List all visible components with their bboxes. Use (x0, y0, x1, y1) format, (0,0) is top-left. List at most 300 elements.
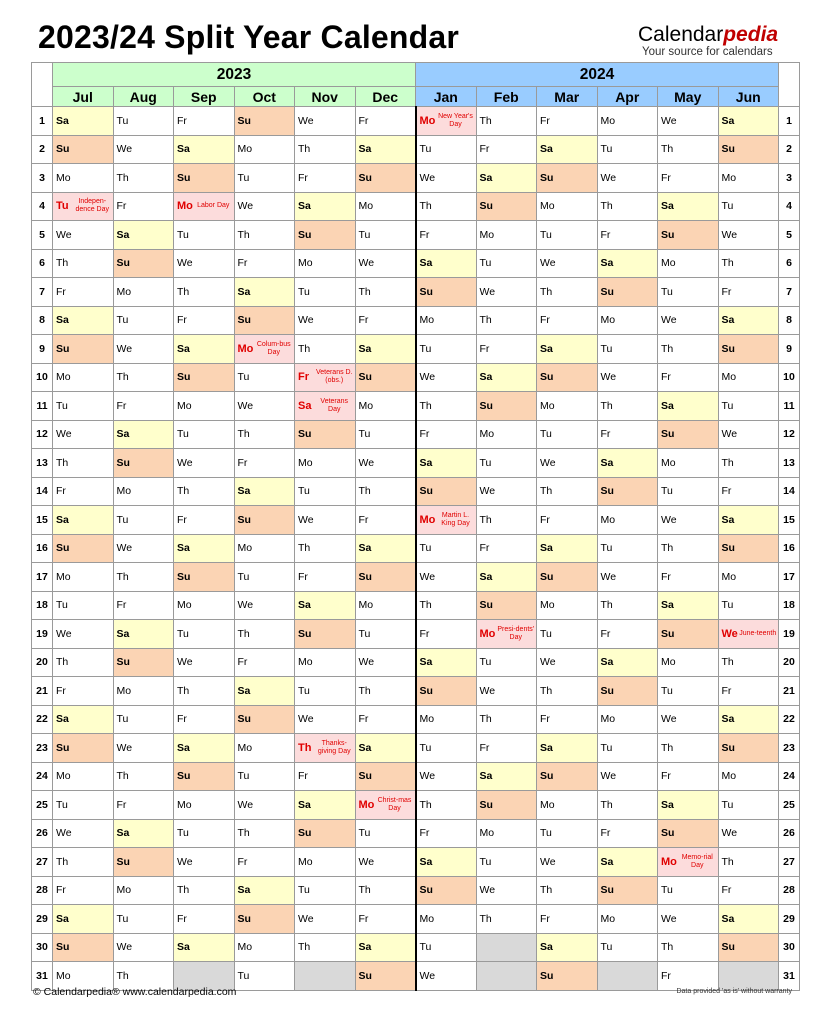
weekday-label: Fr (116, 200, 127, 213)
day-cell (416, 335, 477, 364)
day-cell (355, 107, 416, 136)
day-cell (416, 135, 477, 164)
weekday-label: Su (56, 542, 70, 555)
weekday-label: Tu (177, 428, 189, 441)
day-number-right: 2 (779, 135, 800, 164)
day-cell (718, 221, 779, 250)
weekday-label: Mo (298, 855, 313, 868)
weekday-label: Su (298, 627, 312, 640)
weekday-label: We (116, 941, 133, 954)
weekday-label: We (540, 456, 556, 469)
weekday-label: Th (56, 656, 69, 669)
day-cell (597, 449, 658, 478)
weekday-label: We (116, 342, 133, 355)
weekday-label: Th (721, 257, 734, 270)
day-cell (234, 791, 295, 820)
day-cell (476, 477, 537, 506)
weekday-label: Sa (721, 314, 735, 327)
day-cell (718, 392, 779, 421)
weekday-label: Su (56, 143, 70, 156)
day-row-24 (32, 762, 800, 791)
day-cell (113, 819, 174, 848)
month-header-may: May (658, 87, 719, 107)
weekday-label: Su (600, 684, 614, 697)
day-cell (174, 819, 235, 848)
day-cell (53, 107, 114, 136)
weekday-label: Su (116, 855, 130, 868)
weekday-label: We (721, 827, 738, 840)
day-cell (416, 363, 477, 392)
day-cell (355, 705, 416, 734)
day-cell (295, 477, 356, 506)
day-cell (416, 620, 477, 649)
day-cell (597, 905, 658, 934)
day-cell (537, 335, 598, 364)
weekday-label: Sa (358, 143, 372, 156)
day-cell (113, 392, 174, 421)
weekday-label: We (661, 713, 677, 726)
day-cell (53, 848, 114, 877)
day-cell (597, 278, 658, 307)
weekday-label: Th (419, 599, 432, 612)
day-cell (355, 420, 416, 449)
day-cell (295, 705, 356, 734)
weekday-label: Mo (540, 798, 555, 811)
day-number-right: 20 (779, 648, 800, 677)
brand-tagline: Your source for calendars (642, 46, 773, 58)
weekday-label: We (56, 228, 72, 241)
weekday-label: Su (358, 770, 372, 783)
day-cell (355, 306, 416, 335)
day-cell (53, 363, 114, 392)
day-cell (597, 648, 658, 677)
day-cell (234, 477, 295, 506)
day-cell (295, 620, 356, 649)
day-number-left: 9 (32, 335, 53, 364)
day-number-left: 19 (32, 620, 53, 649)
weekday-label: Tu (721, 599, 734, 612)
day-cell (476, 420, 537, 449)
weekday-label: Sa (177, 143, 190, 156)
holiday-cell (718, 620, 779, 649)
day-cell (53, 933, 114, 962)
weekday-label: We (661, 114, 677, 127)
day-cell (658, 420, 719, 449)
day-row-30 (32, 933, 800, 962)
holiday-name: Colum-bus Day (256, 340, 291, 356)
weekday-label: Su (661, 428, 675, 441)
day-cell (174, 506, 235, 535)
day-cell (658, 107, 719, 136)
day-cell (416, 734, 477, 763)
holiday-name: Memo-rial Day (681, 853, 713, 869)
day-number-left: 30 (32, 933, 53, 962)
weekday-label: Mo (419, 713, 435, 726)
empty-day-cell (476, 962, 537, 991)
day-number-right: 30 (779, 933, 800, 962)
weekday-label: Mo (177, 599, 192, 612)
day-number-left: 18 (32, 591, 53, 620)
day-cell (658, 876, 719, 905)
weekday-label: Fr (540, 513, 550, 526)
day-number-left: 2 (32, 135, 53, 164)
weekday-label: Tu (479, 257, 492, 270)
holiday-cell (295, 392, 356, 421)
day-row-2 (32, 135, 800, 164)
weekday-label: Fr (419, 228, 430, 241)
weekday-label: Mo (237, 143, 253, 156)
weekday-label: We (177, 257, 193, 270)
day-cell (174, 848, 235, 877)
day-cell (597, 135, 658, 164)
day-cell (416, 306, 477, 335)
weekday-label: Su (721, 342, 735, 355)
weekday-label: We (237, 599, 254, 612)
weekday-label: Fr (479, 342, 490, 355)
weekday-label: Tu (358, 428, 371, 441)
weekday-label: We (298, 912, 314, 925)
day-cell (537, 221, 598, 250)
day-cell (537, 620, 598, 649)
weekday-label: Tu (116, 912, 129, 925)
day-cell (295, 107, 356, 136)
day-cell (537, 705, 598, 734)
day-cell (295, 933, 356, 962)
weekday-label: Th (479, 912, 492, 925)
weekday-label: Sa (358, 342, 372, 355)
day-cell (597, 392, 658, 421)
weekday-label: Mo (479, 228, 495, 241)
day-cell (537, 563, 598, 592)
holiday-name: Indepen-dence Day (75, 198, 109, 214)
day-cell (537, 192, 598, 221)
month-header-jul: Jul (53, 87, 114, 107)
year-header-row (32, 63, 800, 87)
day-cell (416, 876, 477, 905)
weekday-label: Tu (237, 570, 250, 583)
weekday-label: Th (721, 855, 734, 868)
day-cell (234, 563, 295, 592)
holiday-cell (355, 791, 416, 820)
day-cell (718, 819, 779, 848)
weekday-label: Fr (56, 684, 66, 697)
weekday-label: Mo (298, 257, 313, 270)
weekday-label: Th (540, 485, 553, 498)
weekday-label: Su (298, 428, 312, 441)
weekday-label: Th (661, 342, 674, 355)
weekday-label: Mo (237, 741, 253, 754)
month-header-jun: Jun (718, 87, 779, 107)
holiday-cell (295, 363, 356, 392)
weekday-label: Mo (358, 798, 375, 811)
day-cell (597, 734, 658, 763)
weekday-label: Tu (116, 513, 129, 526)
weekday-label: Tu (237, 770, 250, 783)
weekday-label: Mo (56, 570, 71, 583)
weekday-label: Su (600, 285, 614, 298)
weekday-label: Th (116, 770, 129, 783)
day-number-right: 22 (779, 705, 800, 734)
weekday-label: Sa (721, 912, 735, 925)
day-cell (295, 420, 356, 449)
day-number-right: 19 (779, 620, 800, 649)
weekday-label: Th (721, 656, 734, 669)
holiday-name: Veterans Day (320, 397, 349, 413)
weekday-label: Su (419, 684, 433, 697)
day-cell (113, 705, 174, 734)
weekday-label: Fr (540, 912, 550, 925)
day-cell (234, 819, 295, 848)
weekday-label: Mo (540, 599, 555, 612)
day-row-4 (32, 192, 800, 221)
weekday-label: We (600, 371, 617, 384)
weekday-label: Sa (661, 599, 674, 612)
weekday-label: Sa (56, 114, 69, 127)
day-cell (295, 506, 356, 535)
day-cell (113, 477, 174, 506)
weekday-label: Tu (298, 485, 310, 498)
day-cell (355, 905, 416, 934)
month-header-nov: Nov (295, 87, 356, 107)
weekday-label: Mo (116, 684, 132, 697)
month-header-mar: Mar (537, 87, 598, 107)
weekday-label: We (721, 228, 738, 241)
weekday-label: Fr (237, 855, 248, 868)
day-cell (718, 449, 779, 478)
weekday-label: Mo (358, 399, 374, 412)
day-number-right: 13 (779, 449, 800, 478)
day-cell (174, 363, 235, 392)
weekday-label: Tu (56, 200, 69, 213)
day-cell (174, 306, 235, 335)
weekday-label: We (540, 656, 556, 669)
day-cell (113, 192, 174, 221)
weekday-label: Tu (540, 627, 552, 640)
day-cell (476, 306, 537, 335)
weekday-label: Sa (56, 513, 69, 526)
day-cell (234, 135, 295, 164)
weekday-label: Sa (116, 827, 130, 840)
weekday-label: Mo (56, 371, 71, 384)
day-cell (476, 506, 537, 535)
weekday-label: Th (600, 798, 613, 811)
weekday-label: Su (419, 485, 433, 498)
day-row-19 (32, 620, 800, 649)
day-cell (234, 164, 295, 193)
brand-logo (638, 24, 798, 59)
weekday-label: Tu (116, 114, 129, 127)
weekday-label: Tu (56, 599, 68, 612)
day-cell (416, 420, 477, 449)
day-number-right: 27 (779, 848, 800, 877)
weekday-label: Fr (419, 627, 430, 640)
weekday-label: Su (661, 627, 675, 640)
day-cell (234, 591, 295, 620)
weekday-label: Th (540, 285, 553, 298)
day-number-left: 8 (32, 306, 53, 335)
weekday-label: Tu (358, 228, 371, 241)
weekday-label: Tu (116, 713, 129, 726)
month-header-oct: Oct (234, 87, 295, 107)
weekday-label: Fr (540, 314, 550, 327)
day-cell (113, 905, 174, 934)
weekday-label: Th (177, 684, 190, 697)
day-cell (537, 506, 598, 535)
day-cell (234, 962, 295, 991)
calendar-body (32, 107, 800, 991)
weekday-label: Tu (298, 684, 310, 697)
day-cell (537, 819, 598, 848)
day-cell (658, 363, 719, 392)
weekday-label: Tu (237, 171, 250, 184)
weekday-label: We (116, 741, 133, 754)
day-cell (658, 192, 719, 221)
weekday-label: Su (721, 941, 735, 954)
weekday-label: Mo (419, 912, 435, 925)
weekday-label: Tu (661, 684, 673, 697)
day-number-left: 25 (32, 791, 53, 820)
weekday-label: Th (177, 485, 190, 498)
day-number-left: 6 (32, 249, 53, 278)
day-cell (53, 734, 114, 763)
weekday-label: Th (298, 941, 311, 954)
day-cell (718, 420, 779, 449)
day-cell (597, 506, 658, 535)
weekday-label: Mo (237, 542, 253, 555)
weekday-label: Sa (56, 314, 69, 327)
holiday-name: Martin L. King Day (441, 511, 470, 527)
month-header-feb: Feb (476, 87, 537, 107)
day-number-left: 16 (32, 534, 53, 563)
day-cell (718, 848, 779, 877)
weekday-label: Th (540, 884, 553, 897)
weekday-label: Su (177, 770, 191, 783)
day-cell (53, 164, 114, 193)
weekday-label: Su (540, 371, 554, 384)
day-cell (416, 962, 477, 991)
day-cell (113, 221, 174, 250)
weekday-label: Sa (600, 456, 614, 469)
day-cell (53, 791, 114, 820)
day-cell (53, 534, 114, 563)
day-cell (597, 762, 658, 791)
day-cell (476, 534, 537, 563)
weekday-label: Fr (661, 969, 671, 982)
corner-left (32, 63, 53, 107)
day-cell (53, 477, 114, 506)
day-cell (355, 848, 416, 877)
day-cell (234, 392, 295, 421)
weekday-label: Su (479, 798, 493, 811)
weekday-label: Sa (419, 257, 433, 270)
day-cell (295, 221, 356, 250)
day-number-left: 14 (32, 477, 53, 506)
day-number-right: 25 (779, 791, 800, 820)
weekday-label: We (237, 200, 254, 213)
day-cell (234, 506, 295, 535)
weekday-label: Tu (419, 741, 432, 754)
weekday-label: Tu (177, 827, 189, 840)
day-cell (113, 591, 174, 620)
weekday-label: Tu (721, 399, 734, 412)
weekday-label: Fr (56, 285, 66, 298)
day-number-right: 10 (779, 363, 800, 392)
day-cell (658, 591, 719, 620)
weekday-label: Th (237, 228, 250, 241)
weekday-label: Su (358, 969, 372, 982)
weekday-label: We (56, 827, 72, 840)
day-cell (355, 335, 416, 364)
day-number-left: 26 (32, 819, 53, 848)
weekday-label: Fr (721, 485, 732, 498)
empty-day-cell (476, 933, 537, 962)
day-cell (174, 905, 235, 934)
weekday-label: Sa (177, 741, 190, 754)
weekday-label: Th (358, 485, 371, 498)
weekday-label: Th (721, 456, 734, 469)
weekday-label: Fr (358, 912, 369, 925)
weekday-label: We (177, 855, 193, 868)
day-number-right: 11 (779, 392, 800, 421)
weekday-label: Fr (600, 228, 611, 241)
day-number-right: 6 (779, 249, 800, 278)
day-cell (416, 933, 477, 962)
day-cell (658, 762, 719, 791)
day-cell (537, 164, 598, 193)
day-cell (597, 933, 658, 962)
year-header-2024: 2024 (416, 63, 779, 87)
weekday-label: Fr (540, 114, 550, 127)
day-cell (295, 278, 356, 307)
day-cell (658, 506, 719, 535)
day-cell (174, 534, 235, 563)
weekday-label: We (479, 485, 496, 498)
weekday-label: Tu (419, 941, 432, 954)
day-cell (355, 677, 416, 706)
day-cell (113, 762, 174, 791)
day-cell (718, 249, 779, 278)
weekday-label: Tu (540, 428, 552, 441)
day-cell (597, 705, 658, 734)
day-cell (718, 107, 779, 136)
weekday-label: Mo (237, 342, 254, 355)
weekday-label: Tu (419, 342, 432, 355)
weekday-label: Fr (600, 428, 611, 441)
day-cell (658, 620, 719, 649)
weekday-label: Su (661, 228, 675, 241)
weekday-label: Mo (540, 399, 555, 412)
weekday-label: Sa (298, 599, 311, 612)
weekday-label: We (358, 855, 375, 868)
weekday-label: Mo (540, 200, 555, 213)
day-number-left: 1 (32, 107, 53, 136)
weekday-label: We (540, 855, 556, 868)
day-cell (597, 164, 658, 193)
day-number-right: 17 (779, 563, 800, 592)
weekday-label: Th (298, 741, 312, 754)
weekday-label: We (600, 770, 617, 783)
day-cell (295, 135, 356, 164)
day-cell (597, 534, 658, 563)
day-cell (113, 449, 174, 478)
weekday-label: Tu (600, 542, 613, 555)
weekday-label: We (298, 314, 314, 327)
weekday-label: Th (419, 200, 432, 213)
day-cell (295, 848, 356, 877)
day-cell (174, 563, 235, 592)
weekday-label: Th (177, 285, 190, 298)
day-cell (597, 620, 658, 649)
